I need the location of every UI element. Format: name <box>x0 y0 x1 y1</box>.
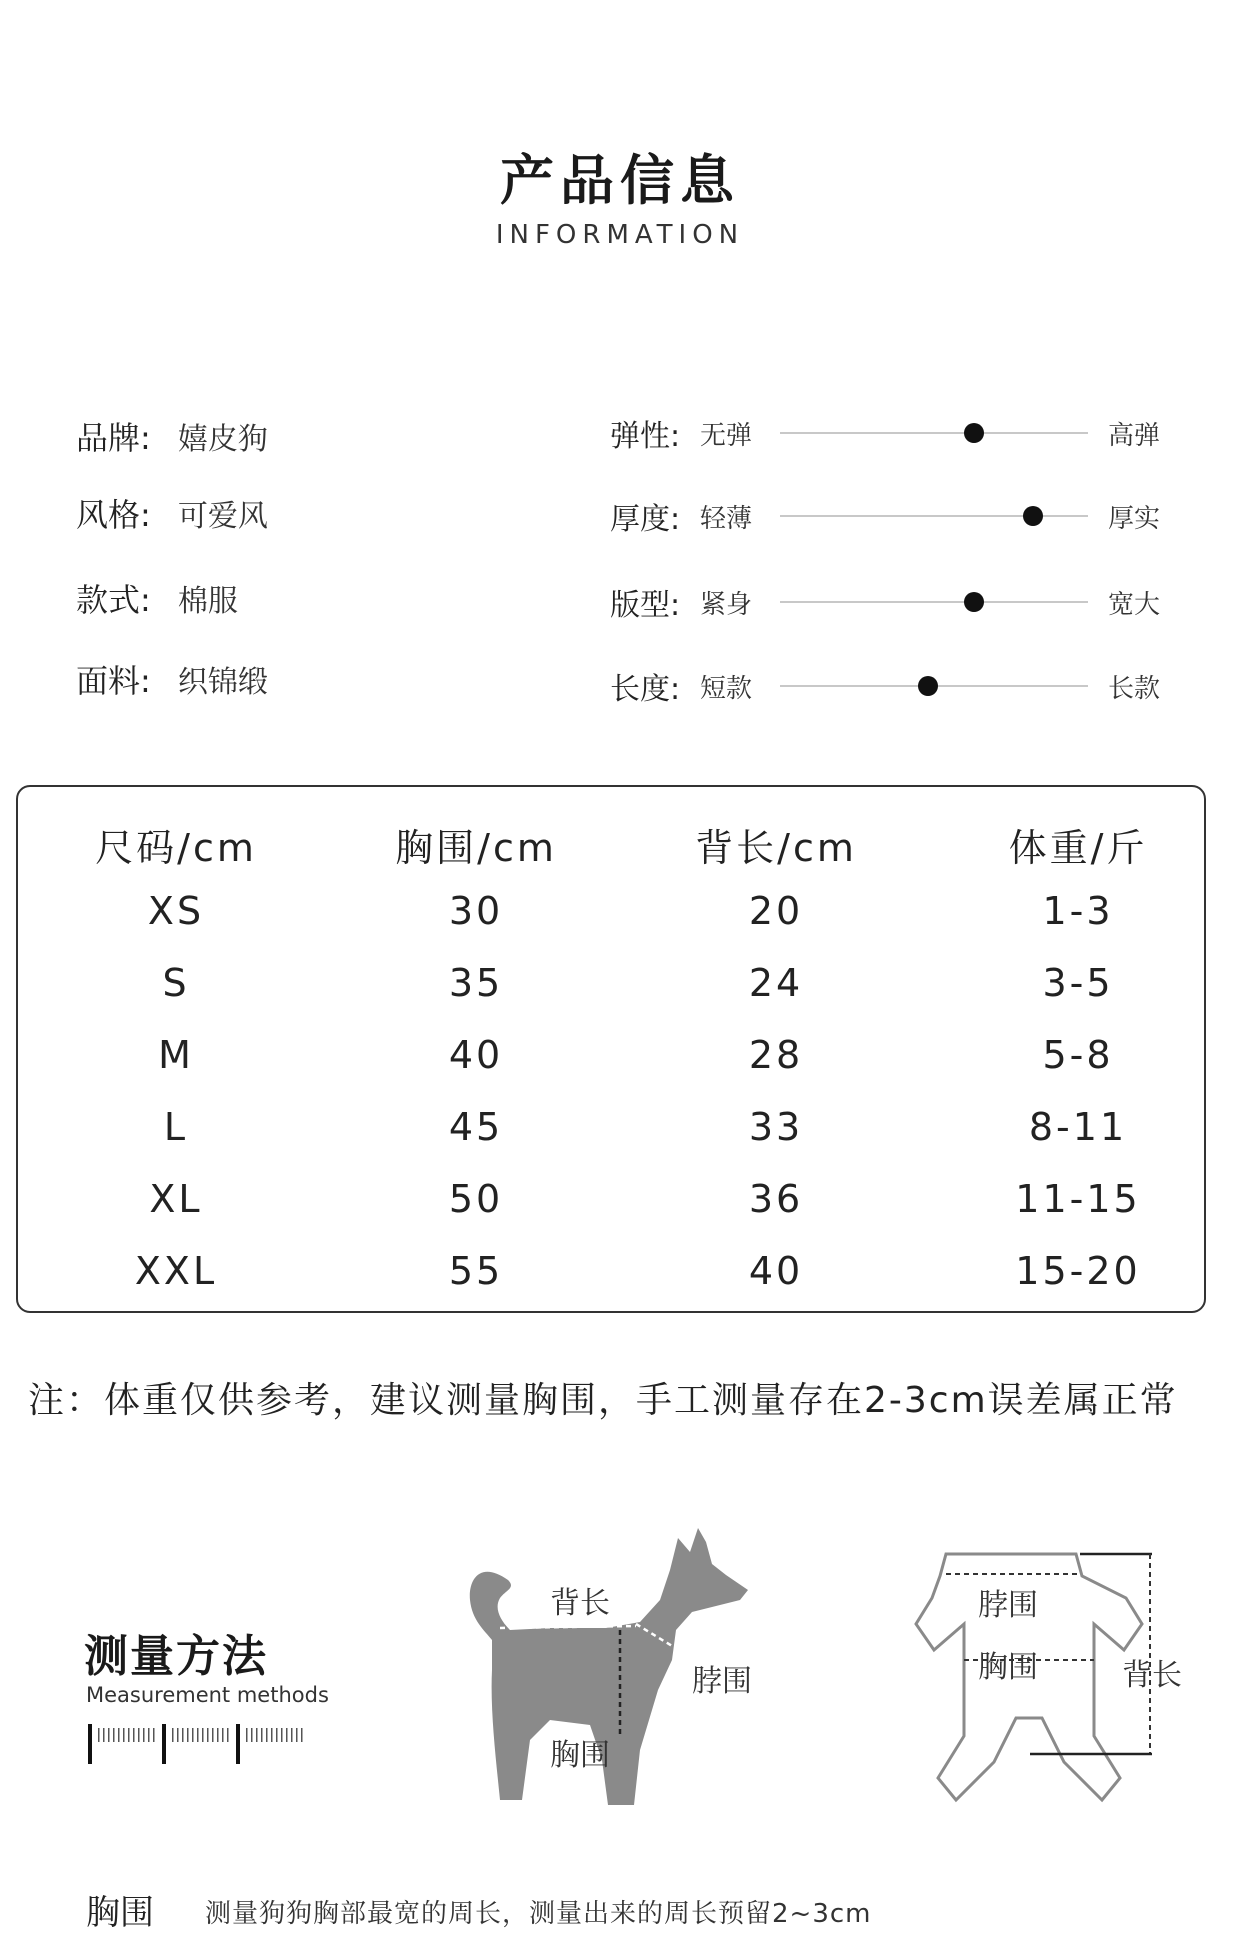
slider-knob <box>964 592 984 612</box>
table-cell: 55 <box>448 1249 504 1293</box>
table-cell: 5-8 <box>1042 1033 1114 1077</box>
table-cell: 50 <box>448 1177 504 1221</box>
slider-max-label: 宽大 <box>1108 590 1161 620</box>
attribute-item <box>76 490 268 536</box>
table-cell: 40 <box>748 1249 804 1293</box>
dog-neck-label: 脖围 <box>692 1664 752 1699</box>
table-cell: 45 <box>448 1105 504 1149</box>
table-cell: M <box>158 1033 194 1077</box>
attribute-label: 品牌: <box>76 419 151 457</box>
attribute-label: 款式: <box>76 581 151 619</box>
table-header: 尺码/cm <box>95 826 257 870</box>
table-header: 背长/cm <box>695 826 857 870</box>
slider-min-label: 轻薄 <box>700 504 753 534</box>
weight-note: 注：体重仅供参考，建议测量胸围，手工测量存在2-3cm误差属正常 <box>28 1380 1178 1421</box>
slider-knob <box>1023 506 1043 526</box>
garment-chest-label: 胸围 <box>978 1650 1038 1685</box>
slider-track <box>780 601 1088 603</box>
table-cell: 1-3 <box>1042 889 1114 933</box>
garment-neck-label: 脖围 <box>978 1588 1038 1623</box>
ruler-icon <box>86 1722 314 1766</box>
page-subtitle: INFORMATION <box>495 220 745 250</box>
table-header: 胸围/cm <box>395 826 557 870</box>
table-cell: 36 <box>748 1177 804 1221</box>
slider-track <box>780 432 1088 434</box>
slider-min-label: 短款 <box>700 674 753 704</box>
attribute-value: 可爱风 <box>177 499 268 534</box>
footer-text: 测量狗狗胸部最宽的周长，测量出来的周长预留2~3cm <box>205 1899 872 1929</box>
attribute-label: 面料: <box>76 662 151 700</box>
slider-label: 版型: <box>610 588 681 623</box>
table-cell: 28 <box>748 1033 804 1077</box>
table-cell: 24 <box>748 961 804 1005</box>
measurement-subtitle: Measurement methods <box>86 1683 329 1707</box>
table-cell: S <box>162 961 190 1005</box>
slider-label: 厚度: <box>610 502 681 537</box>
attribute-value: 嬉皮狗 <box>177 422 268 457</box>
table-cell: 15-20 <box>1015 1249 1141 1293</box>
table-cell: 20 <box>748 889 804 933</box>
table-cell: 3-5 <box>1042 961 1114 1005</box>
table-cell: XXL <box>134 1249 218 1293</box>
size-table <box>16 785 1206 1313</box>
dog-back-label: 背长 <box>550 1586 610 1621</box>
table-cell: 40 <box>448 1033 504 1077</box>
attribute-item <box>76 656 268 702</box>
slider-knob <box>918 676 938 696</box>
table-cell: 11-15 <box>1015 1177 1141 1221</box>
slider-max-label: 厚实 <box>1108 504 1161 534</box>
table-cell: 8-11 <box>1028 1105 1128 1149</box>
table-cell: XS <box>147 889 205 933</box>
slider-label: 弹性: <box>610 419 681 454</box>
table-cell: 33 <box>748 1105 804 1149</box>
attribute-value: 织锦缎 <box>177 665 268 700</box>
table-cell: XL <box>149 1177 203 1221</box>
page-title: 产品信息 <box>500 149 740 212</box>
table-cell: L <box>163 1105 189 1149</box>
attribute-item <box>76 575 238 621</box>
attribute-label: 风格: <box>76 496 151 534</box>
slider-knob <box>964 423 984 443</box>
slider-max-label: 长款 <box>1108 674 1161 704</box>
dog-chest-label: 胸围 <box>550 1738 610 1773</box>
table-header: 体重/斤 <box>1008 826 1148 870</box>
slider-min-label: 无弹 <box>700 421 753 451</box>
slider-min-label: 紧身 <box>700 590 753 620</box>
table-cell: 35 <box>448 961 504 1005</box>
garment-back-label: 背长 <box>1122 1658 1182 1693</box>
table-cell: 30 <box>448 889 504 933</box>
attribute-value: 棉服 <box>177 584 238 619</box>
slider-label: 长度: <box>610 672 681 707</box>
slider-max-label: 高弹 <box>1108 421 1161 451</box>
measurement-title: 测量方法 <box>84 1631 268 1682</box>
attribute-item <box>76 413 268 459</box>
footer-label: 胸围 <box>86 1893 154 1933</box>
